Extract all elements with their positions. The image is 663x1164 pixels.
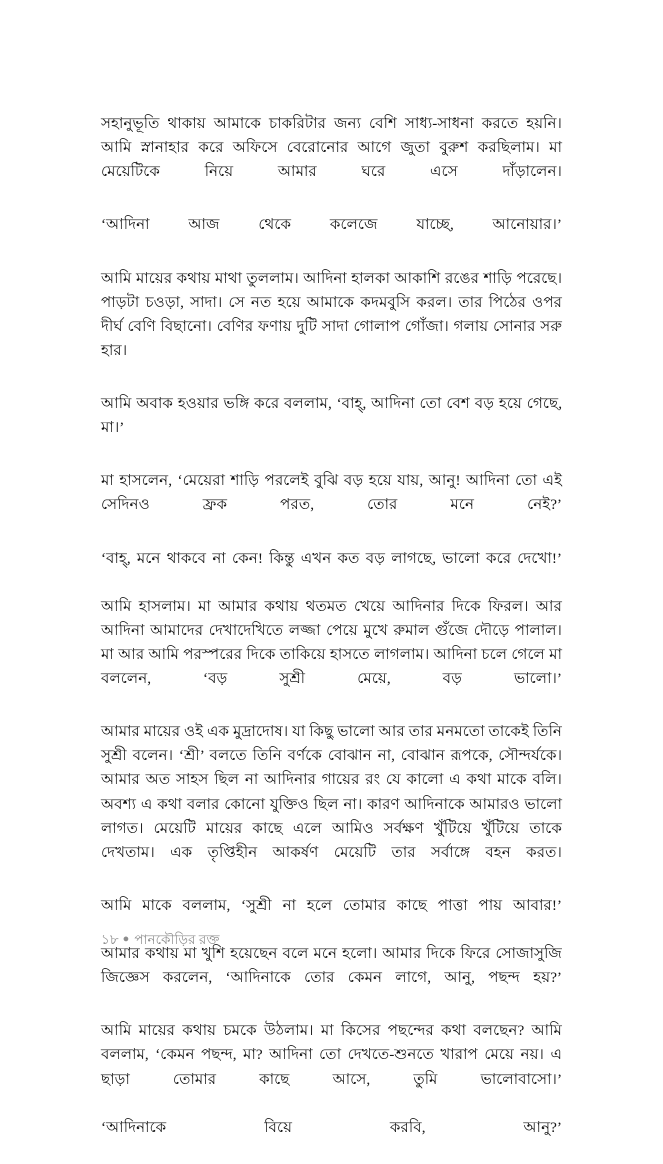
paragraph: মা হাসলেন, ‘মেয়েরা শাড়ি পরলেই বুঝি বড় হয়ে যায়, আনু! আদিনা তো এই সেদিনও ফ্রক পরত, তোর মনে নেই?’ xyxy=(101,472,562,514)
paragraph: আমি মায়ের কথায় চমকে উঠলাম। মা কিসের পছন্দের কথা বলছেন? আমি বললাম, ‘কেমন পছন্দ, মা? আদিনা তো দেখতে-শুনতে খারাপ মেয়ে নয়। এ ছাড়া তোমার কাছে আসে, তুমি ভালোবাসো।’ xyxy=(101,1022,562,1088)
paragraph: ‘বাহ্‌, মনে থাকবে না কেন! কিন্তু এখন কত বড় লাগছে, ভালো করে দেখো!’ xyxy=(101,549,562,567)
book-title: পানকৌড়ির রক্ত xyxy=(134,932,220,947)
paragraph: আমি হাসলাম। মা আমার কথায় থতমত খেয়ে আদিনার দিকে ফিরল। আর আদিনা আমাদের দেখাদেখিতে লজ্জা পেয়ে মুখে রুমাল গুঁজে দৌড়ে পালাল। মা আর আমি পরস্পরের দিকে তাকিয়ে হাসতে লাগলাম। আদিনা চলে গেলে মা বললেন, ‘বড় সুশ্রী মেয়ে, বড় ভালো।’ xyxy=(101,597,562,688)
paragraph: সহানুভূতি থাকায় আমাকে চাকরিটার জন্য বেশি সাধ্য-সাধনা করতে হয়নি। আমি স্নানাহার করে অফিসে বেরোনোর আগে জুতা বুরুশ করছিলাম। মা মেয়েটিকে নিয়ে আমার ঘরে এসে দাঁড়ালেন। xyxy=(101,115,562,181)
paragraph: আমি অবাক হওয়ার ভঙ্গি করে বললাম, ‘বাহ্‌, আদিনা তো বেশ বড় হয়ে গেছে, মা।’ xyxy=(101,395,562,437)
paragraph: আমি মাকে বললাম, ‘সুশ্রী না হলে তোমার কাছে পাত্তা পায় আবার!’ xyxy=(101,896,562,914)
paragraph: আমি মায়ের কথায় মাথা তুললাম। আদিনা হালকা আকাশি রঙের শাড়ি পরেছে। পাড়টা চওড়া, সাদা। সে নত হয়ে আমাকে কদমবুসি করল। তার পিঠের ওপর দীর্ঘ বেণি বিছানো। বেণির ফণায় দুটি সাদা গোলাপ গোঁজা। গলায় সোনার সরু হার। xyxy=(101,269,562,359)
page-footer xyxy=(101,930,562,949)
page-number: ১৮ xyxy=(101,932,119,947)
page-body-text xyxy=(101,112,562,1164)
bullet-separator-icon: ● xyxy=(122,933,130,945)
paragraph: ‘আদিনাকে বিয়ে করবি, আনু?’ xyxy=(101,1118,562,1136)
paragraph: আমার কথায় মা খুশি হয়েছেন বলে মনে হলো। আমার দিকে ফিরে সোজাসুজি জিজ্ঞেস করলেন, ‘আদিনাকে তোর কেমন লাগে, আনু, পছন্দ হয়?’ xyxy=(101,945,562,987)
paragraph: আমার মায়ের ওই এক মুদ্রাদোষ। যা কিছু ভালো আর তার মনমতো তাকেই তিনি সুশ্রী বলেন। ‘শ্রী’ বলতে তিনি বর্ণকে বোঝান না, বোঝান রূপকে, সৌন্দর্যকে। আমার অত সাহস ছিল না আদিনার গায়ের রং যে কালো এ কথা মাকে বলি। অবশ্য এ কথা বলার কোনো যুক্তিও ছিল না। কারণ আদিনাকে আমারও ভালো লাগত। মেয়েটি মায়ের কাছে এলে আমিও সর্বক্ষণ খুঁটিয়ে খুঁটিয়ে তাকে দেখতাম। এক তৃপ্তিহীন আকর্ষণ মেয়েটি তার সর্বাঙ্গে বহন করত। xyxy=(101,723,562,861)
paragraph: ‘আদিনা আজ থেকে কলেজে যাচ্ছে, আনোয়ার।’ xyxy=(101,216,562,234)
